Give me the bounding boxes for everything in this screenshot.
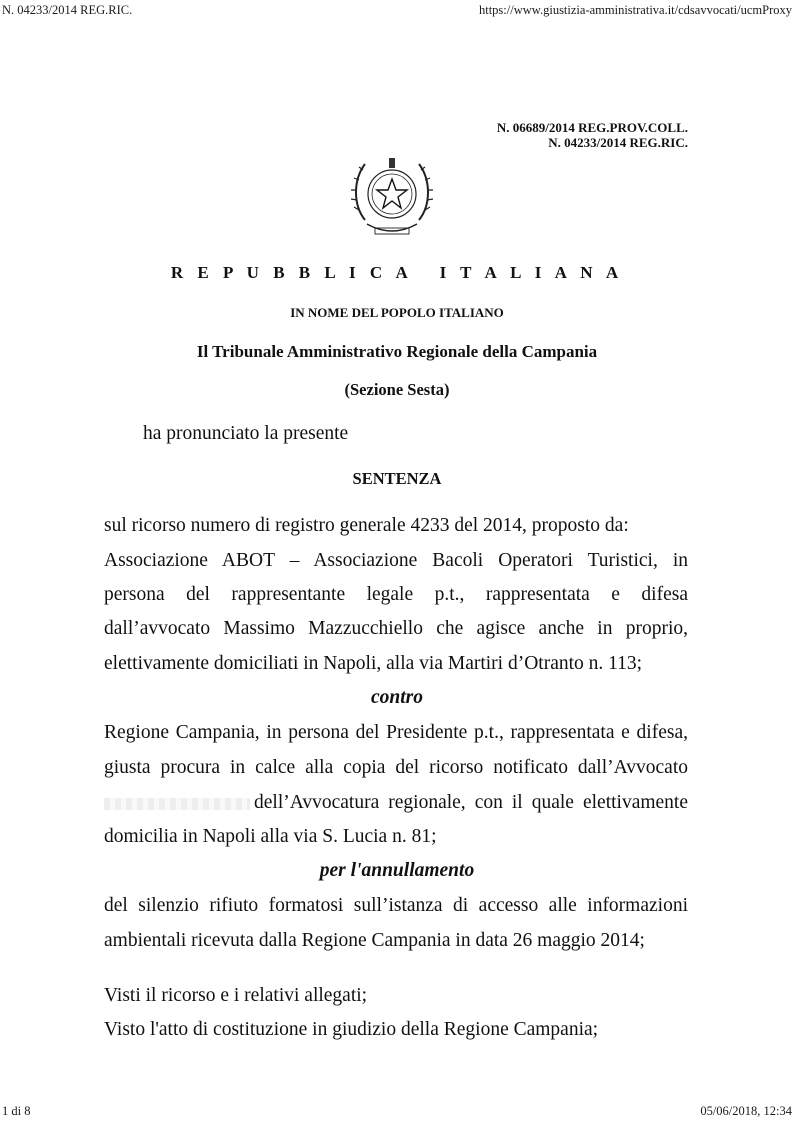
print-header-url: https://www.giustizia-amministrativa.it/cdsavvocati/ucmProxy	[478, 3, 792, 17]
appellant-line: Associazione ABOT – Associazione Bacoli Operatori Turistici, in	[104, 550, 688, 571]
respondent-line-redacted	[104, 792, 688, 814]
redacted-name	[104, 798, 250, 810]
annulment-line: ambientali ricevuta dalla Regione Campania in data 26 maggio 2014;	[104, 930, 645, 951]
respondent-line: Regione Campania, in persona del Presidente p.t., rappresentata e difesa,	[104, 722, 688, 743]
italian-republic-emblem	[345, 150, 440, 242]
registry-ric: N. 04233/2014 REG.RIC.	[548, 135, 688, 150]
intro-text: ha pronunciato la presente	[143, 423, 349, 444]
print-header-left: N. 04233/2014 REG.RIC.	[2, 3, 133, 17]
appellant-line: persona del rappresentante legale p.t., rappresentata e difesa	[104, 584, 688, 605]
respondent-line-text: dell’Avvocatura regionale, con il quale elettivamente	[254, 792, 688, 813]
document-type: SENTENZA	[352, 469, 442, 488]
respondent-line: giusta procura in calce alla copia del ricorso notificato dall’Avvocato	[104, 757, 688, 778]
visti-line: Visti il ricorso e i relativi allegati;	[104, 985, 368, 1006]
against-label: contro	[370, 687, 423, 708]
annulment-label: per l'annullamento	[319, 860, 475, 881]
people-heading: IN NOME DEL POPOLO ITALIANO	[290, 305, 504, 320]
court-section: (Sezione Sesta)	[344, 380, 450, 399]
visti-line: Visto l'atto di costituzione in giudizio della Regione Campania;	[104, 1019, 599, 1040]
annulment-line: del silenzio rifiuto formatosi sull’istanza di accesso alle informazioni	[104, 895, 688, 916]
republic-heading: R E P U B B L I C A I T A L I A N A	[170, 263, 624, 282]
appellant-line: sul ricorso numero di registro generale 4233 del 2014, proposto da:	[104, 515, 629, 536]
print-footer-datetime: 05/06/2018, 12:34	[700, 1104, 792, 1118]
appellant-line: dall’avvocato Massimo Mazzucchiello che agisce anche in proprio,	[104, 618, 688, 639]
respondent-line: domicilia in Napoli alla via S. Lucia n. 81;	[104, 826, 437, 847]
registry-prov-coll: N. 06689/2014 REG.PROV.COLL.	[496, 120, 688, 135]
print-footer-page: 1 di 8	[2, 1104, 31, 1118]
appellant-line: elettivamente domiciliati in Napoli, alla via Martiri d’Otranto n. 113;	[104, 653, 643, 674]
court-name: Il Tribunale Amministrativo Regionale della Campania	[196, 342, 598, 361]
